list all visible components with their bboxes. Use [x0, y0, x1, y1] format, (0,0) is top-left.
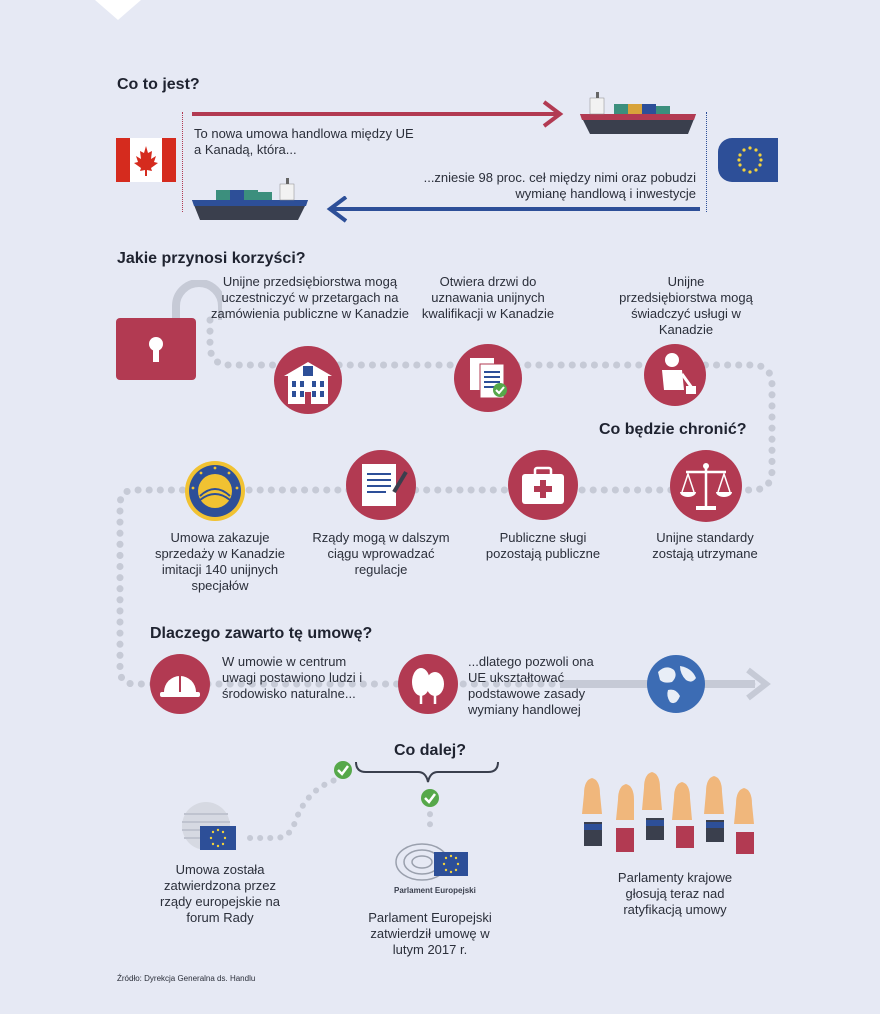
parliament-logo-text: Parlament Europejski: [394, 886, 476, 895]
regulation-document-icon: [346, 450, 416, 520]
check-icon: [333, 760, 353, 780]
protect-label: Publiczne sługi pozostają publiczne: [485, 530, 601, 561]
geographical-indication-seal-icon: [184, 460, 246, 522]
benefit-label: Unijne przedsiębiorstwa mogą świadczyć usługi w Kanadzie: [619, 274, 753, 337]
section-heading-what: Co to jest?: [117, 76, 200, 93]
hard-hat-icon: [150, 654, 210, 714]
next-parliament-text: Parlament Europejski zatwierdził umowę w lutym 2017 r.: [368, 910, 492, 957]
public-services-first-aid-icon: [508, 450, 578, 520]
globe-icon: [646, 654, 706, 714]
why-text-2: ...dlatego pozwoli ona UE ukształtować podstawowe zasady wymiany handlowej: [468, 654, 594, 717]
protect-label: Unijne standardy zostają utrzymane: [652, 530, 758, 561]
qualifications-documents-icon: [454, 344, 522, 412]
what-text-bottom: ...zniesie 98 proc. ceł między nimi oraz pobudzi wymianę handlową i inwestycje: [423, 170, 696, 201]
parliament-logo-icon: [394, 838, 474, 886]
protect-label: Umowa zakazuje sprzedaży w Kanadzie imitacji 140 unijnych specjałów: [154, 530, 286, 593]
next-national-text: Parlamenty krajowe głosują teraz nad ratyfikacją umowy: [617, 870, 733, 917]
padlock-icon: [112, 280, 222, 382]
check-icon: [420, 788, 440, 808]
raised-hands-icon: [574, 770, 774, 862]
section-heading-why: Dlaczego zawarto tę umowę?: [150, 625, 373, 642]
why-text-1: W umowie w centrum uwagi postawiono ludzi i środowisko naturalne...: [222, 654, 363, 701]
services-worker-icon: [644, 344, 706, 406]
section-heading-next: Co dalej?: [394, 742, 467, 759]
trees-environment-icon: [398, 654, 458, 714]
section-heading-protect: Co będzie chronić?: [599, 421, 747, 438]
council-logo-icon: [180, 800, 240, 854]
next-council-text: Umowa została zatwierdzona przez rządy europejskie na forum Rady: [160, 862, 280, 925]
source-note: Źródło: Dyrekcja Generalna ds. Handlu: [117, 974, 256, 983]
protect-label: Rządy mogą w dalszym ciągu wprowadzać regulacje: [312, 530, 450, 577]
what-text-top: To nowa umowa handlowa między UE a Kanadą, która...: [194, 126, 414, 157]
section-heading-benefits: Jakie przynosi korzyści?: [117, 250, 306, 267]
public-procurement-icon: [274, 346, 342, 414]
benefit-label: Unijne przedsiębiorstwa mogą uczestniczyć w przetargach na zamówienia publiczne w Kanadzie: [210, 274, 409, 321]
benefit-label: Otwiera drzwi do uznawania unijnych kwalifikacji w Kanadzie: [421, 274, 555, 321]
curly-brace: [352, 760, 502, 786]
scales-standards-icon: [670, 450, 742, 522]
